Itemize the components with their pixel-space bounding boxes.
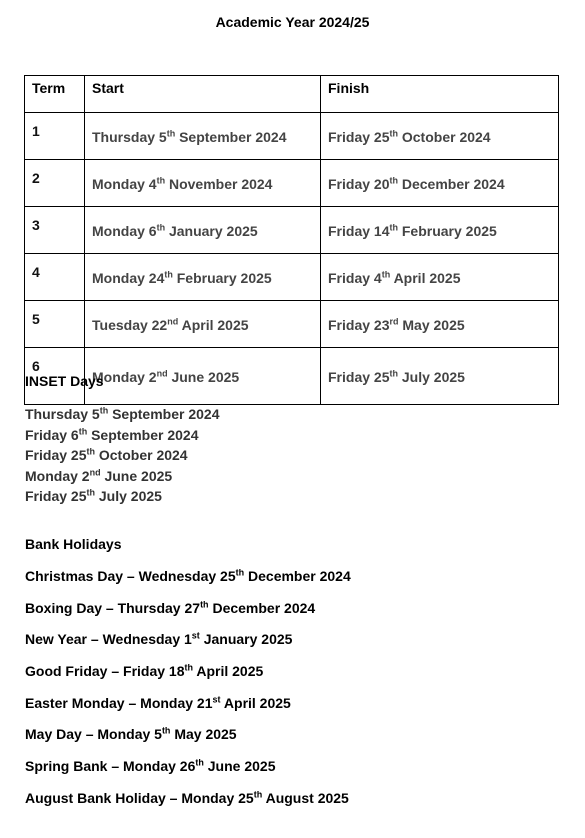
term-dates-table <box>24 75 559 405</box>
term-number: 5 <box>25 301 85 348</box>
ordinal-suffix: st <box>212 694 221 705</box>
inset-days-heading: INSET Days <box>25 373 104 389</box>
document-title: Academic Year 2024/25 <box>215 14 370 30</box>
ordinal-suffix: nd <box>156 368 168 379</box>
bank-holiday-item: Boxing Day – Thursday 27th December 2024 <box>25 599 316 616</box>
ordinal-suffix: th <box>195 757 204 768</box>
term-finish-date: Friday 25th October 2024 <box>321 113 559 160</box>
term-start-date: Thursday 5th September 2024 <box>85 113 321 160</box>
header-finish: Finish <box>321 76 559 113</box>
bank-holidays-list <box>25 566 351 820</box>
term-finish-date: Friday 25th July 2025 <box>321 348 559 405</box>
term-start-date: Monday 2nd June 2025 <box>85 348 321 405</box>
table-row <box>25 301 559 348</box>
term-finish-date: Friday 20th December 2024 <box>321 160 559 207</box>
header-start: Start <box>85 76 321 113</box>
inset-day: Monday 2nd June 2025 <box>25 466 173 484</box>
term-finish-date: Friday 14th February 2025 <box>321 207 559 254</box>
bank-holiday-item: August Bank Holiday – Monday 25th August 2025 <box>25 789 349 806</box>
table-row <box>25 113 559 160</box>
ordinal-suffix: th <box>389 368 398 379</box>
ordinal-suffix: th <box>381 269 391 280</box>
ordinal-suffix: th <box>156 222 166 233</box>
ordinal-suffix: th <box>99 405 109 416</box>
term-finish-date: Friday 23rd May 2025 <box>321 301 559 348</box>
term-number: 1 <box>25 113 85 160</box>
bank-holiday-item: May Day – Monday 5th May 2025 <box>25 725 237 743</box>
ordinal-suffix: th <box>161 725 171 736</box>
term-finish-date: Friday 4th April 2025 <box>321 254 559 301</box>
ordinal-suffix: th <box>200 599 209 610</box>
table-row <box>25 207 559 254</box>
inset-day: Friday 25th July 2025 <box>25 487 162 504</box>
term-number: 3 <box>25 207 85 254</box>
inset-day: Thursday 5th September 2024 <box>25 405 220 422</box>
ordinal-suffix: th <box>86 446 95 457</box>
ordinal-suffix: th <box>253 789 263 800</box>
ordinal-suffix: th <box>156 175 166 186</box>
ordinal-suffix: th <box>166 128 176 139</box>
bank-holiday-item: Good Friday – Friday 18th April 2025 <box>25 662 264 680</box>
inset-day: Friday 25th October 2024 <box>25 446 188 463</box>
ordinal-suffix: th <box>389 222 398 233</box>
header-term: Term <box>25 76 85 113</box>
inset-days-list <box>25 404 220 507</box>
ordinal-suffix: rd <box>389 316 399 327</box>
ordinal-suffix: nd <box>167 316 179 327</box>
ordinal-suffix: th <box>389 175 398 186</box>
term-start-date: Monday 24th February 2025 <box>85 254 321 301</box>
ordinal-suffix: th <box>86 487 95 498</box>
bank-holiday-item: Spring Bank – Monday 26th June 2025 <box>25 757 276 775</box>
table-row <box>25 160 559 207</box>
term-start-date: Monday 6th January 2025 <box>85 207 321 254</box>
term-number: 2 <box>25 160 85 207</box>
bank-holiday-item: Easter Monday – Monday 21st April 2025 <box>25 694 291 711</box>
ordinal-suffix: th <box>389 128 398 139</box>
term-start-date: Tuesday 22nd April 2025 <box>85 301 321 348</box>
ordinal-suffix: st <box>191 630 200 641</box>
bank-holidays-heading: Bank Holidays <box>25 536 122 552</box>
table-row <box>25 348 559 405</box>
table-row <box>25 254 559 301</box>
term-start-date: Monday 4th November 2024 <box>85 160 321 207</box>
term-number: 4 <box>25 254 85 301</box>
ordinal-suffix: th <box>164 269 173 280</box>
ordinal-suffix: th <box>184 662 193 673</box>
ordinal-suffix: th <box>235 567 245 578</box>
bank-holiday-item: Christmas Day – Wednesday 25th December 2024 <box>25 567 351 584</box>
ordinal-suffix: nd <box>89 466 101 477</box>
term-number: 6 <box>25 348 85 405</box>
ordinal-suffix: th <box>78 425 88 436</box>
inset-day: Friday 6th September 2024 <box>25 425 199 443</box>
bank-holiday-item: New Year – Wednesday 1st January 2025 <box>25 630 293 648</box>
table-header-row <box>25 76 559 113</box>
